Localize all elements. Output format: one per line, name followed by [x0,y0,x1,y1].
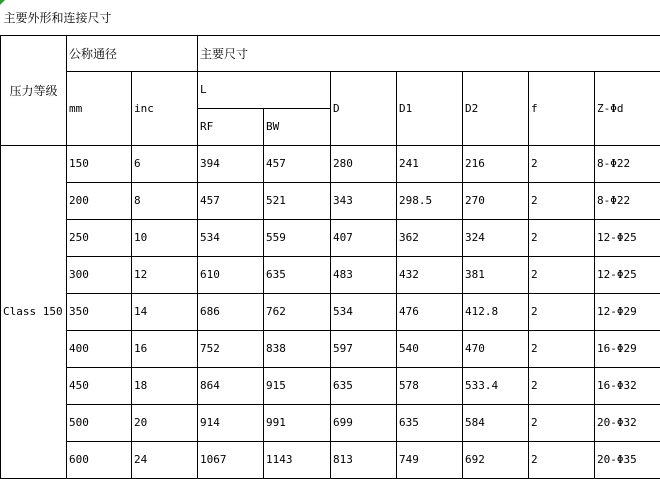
cell-d1: 362 [397,220,463,257]
cell-d2: 470 [463,331,529,368]
cell-rf: 457 [198,183,264,220]
cell-d: 813 [331,442,397,479]
cell-d1: 476 [397,294,463,331]
cell-d: 699 [331,405,397,442]
cell-mm: 400 [67,331,132,368]
cell-z: 12-Φ25 [595,257,660,294]
table-row [1,405,660,442]
cell-bw: 559 [264,220,331,257]
cell-d2: 216 [463,146,529,183]
cell-d2: 584 [463,405,529,442]
header-inc: inc [132,72,198,146]
cell-d1: 749 [397,442,463,479]
cell-d2: 412.8 [463,294,529,331]
cell-rf: 610 [198,257,264,294]
cell-d: 534 [331,294,397,331]
table-title: 主要外形和连接尺寸 [1,0,660,36]
cell-bw: 457 [264,146,331,183]
cell-f: 2 [529,220,595,257]
cell-bw: 762 [264,294,331,331]
cell-f: 2 [529,331,595,368]
cell-rf: 394 [198,146,264,183]
cell-rf: 914 [198,405,264,442]
cell-inc: 6 [132,146,198,183]
cell-mm: 300 [67,257,132,294]
cell-d: 483 [331,257,397,294]
table-row [1,331,660,368]
cell-z: 20-Φ32 [595,405,660,442]
cell-inc: 16 [132,331,198,368]
cell-d: 635 [331,368,397,405]
cell-mm: 200 [67,183,132,220]
cell-f: 2 [529,183,595,220]
cell-z: 16-Φ32 [595,368,660,405]
table-row [1,368,660,405]
cell-z: 8-Φ22 [595,146,660,183]
cell-z: 16-Φ29 [595,331,660,368]
cell-mm: 500 [67,405,132,442]
header-f: f [529,72,595,146]
cell-d: 280 [331,146,397,183]
header-z-phi-d: Z-Φd [595,72,660,146]
cell-mm: 350 [67,294,132,331]
cell-bw: 838 [264,331,331,368]
cell-mm: 250 [67,220,132,257]
cell-f: 2 [529,368,595,405]
cell-z: 12-Φ25 [595,220,660,257]
table-row [1,146,660,183]
cell-d1: 432 [397,257,463,294]
header-mm: mm [67,72,132,146]
cell-f: 2 [529,294,595,331]
cell-mm: 450 [67,368,132,405]
pressure-class-cell: Class 150 [1,146,67,479]
cell-f: 2 [529,257,595,294]
cell-inc: 18 [132,368,198,405]
table-row [1,183,660,220]
cell-bw: 635 [264,257,331,294]
header-pressure-grade: 压力等级 [1,36,67,146]
cell-inc: 20 [132,405,198,442]
header-main-dimensions: 主要尺寸 [198,36,660,72]
cell-d1: 298.5 [397,183,463,220]
cell-mm: 600 [67,442,132,479]
cell-rf: 686 [198,294,264,331]
cell-rf: 752 [198,331,264,368]
cell-d1: 635 [397,405,463,442]
cell-d1: 578 [397,368,463,405]
table-row [1,220,660,257]
header-RF: RF [198,109,264,146]
cell-bw: 991 [264,405,331,442]
cell-d1: 241 [397,146,463,183]
cell-inc: 12 [132,257,198,294]
cell-bw: 915 [264,368,331,405]
cell-d2: 381 [463,257,529,294]
cell-rf: 1067 [198,442,264,479]
cell-bw: 521 [264,183,331,220]
cell-d2: 324 [463,220,529,257]
cell-d2: 533.4 [463,368,529,405]
cell-d1: 540 [397,331,463,368]
header-D2: D2 [463,72,529,146]
cell-f: 2 [529,442,595,479]
cell-d2: 270 [463,183,529,220]
cell-inc: 24 [132,442,198,479]
table-row [1,442,660,479]
cell-inc: 8 [132,183,198,220]
cell-z: 12-Φ29 [595,294,660,331]
cell-z: 20-Φ35 [595,442,660,479]
cell-bw: 1143 [264,442,331,479]
table-row [1,294,660,331]
cell-rf: 864 [198,368,264,405]
table-row [1,257,660,294]
header-nominal-diameter: 公称通径 [67,36,198,72]
cell-mm: 150 [67,146,132,183]
header-L: L [198,72,331,109]
cell-d2: 692 [463,442,529,479]
cell-d: 343 [331,183,397,220]
cell-inc: 10 [132,220,198,257]
cell-rf: 534 [198,220,264,257]
header-D1: D1 [397,72,463,146]
cell-f: 2 [529,146,595,183]
cell-d: 407 [331,220,397,257]
header-BW: BW [264,109,331,146]
cell-inc: 14 [132,294,198,331]
cell-z: 8-Φ22 [595,183,660,220]
cell-f: 2 [529,405,595,442]
header-D: D [331,72,397,146]
cell-d: 597 [331,331,397,368]
